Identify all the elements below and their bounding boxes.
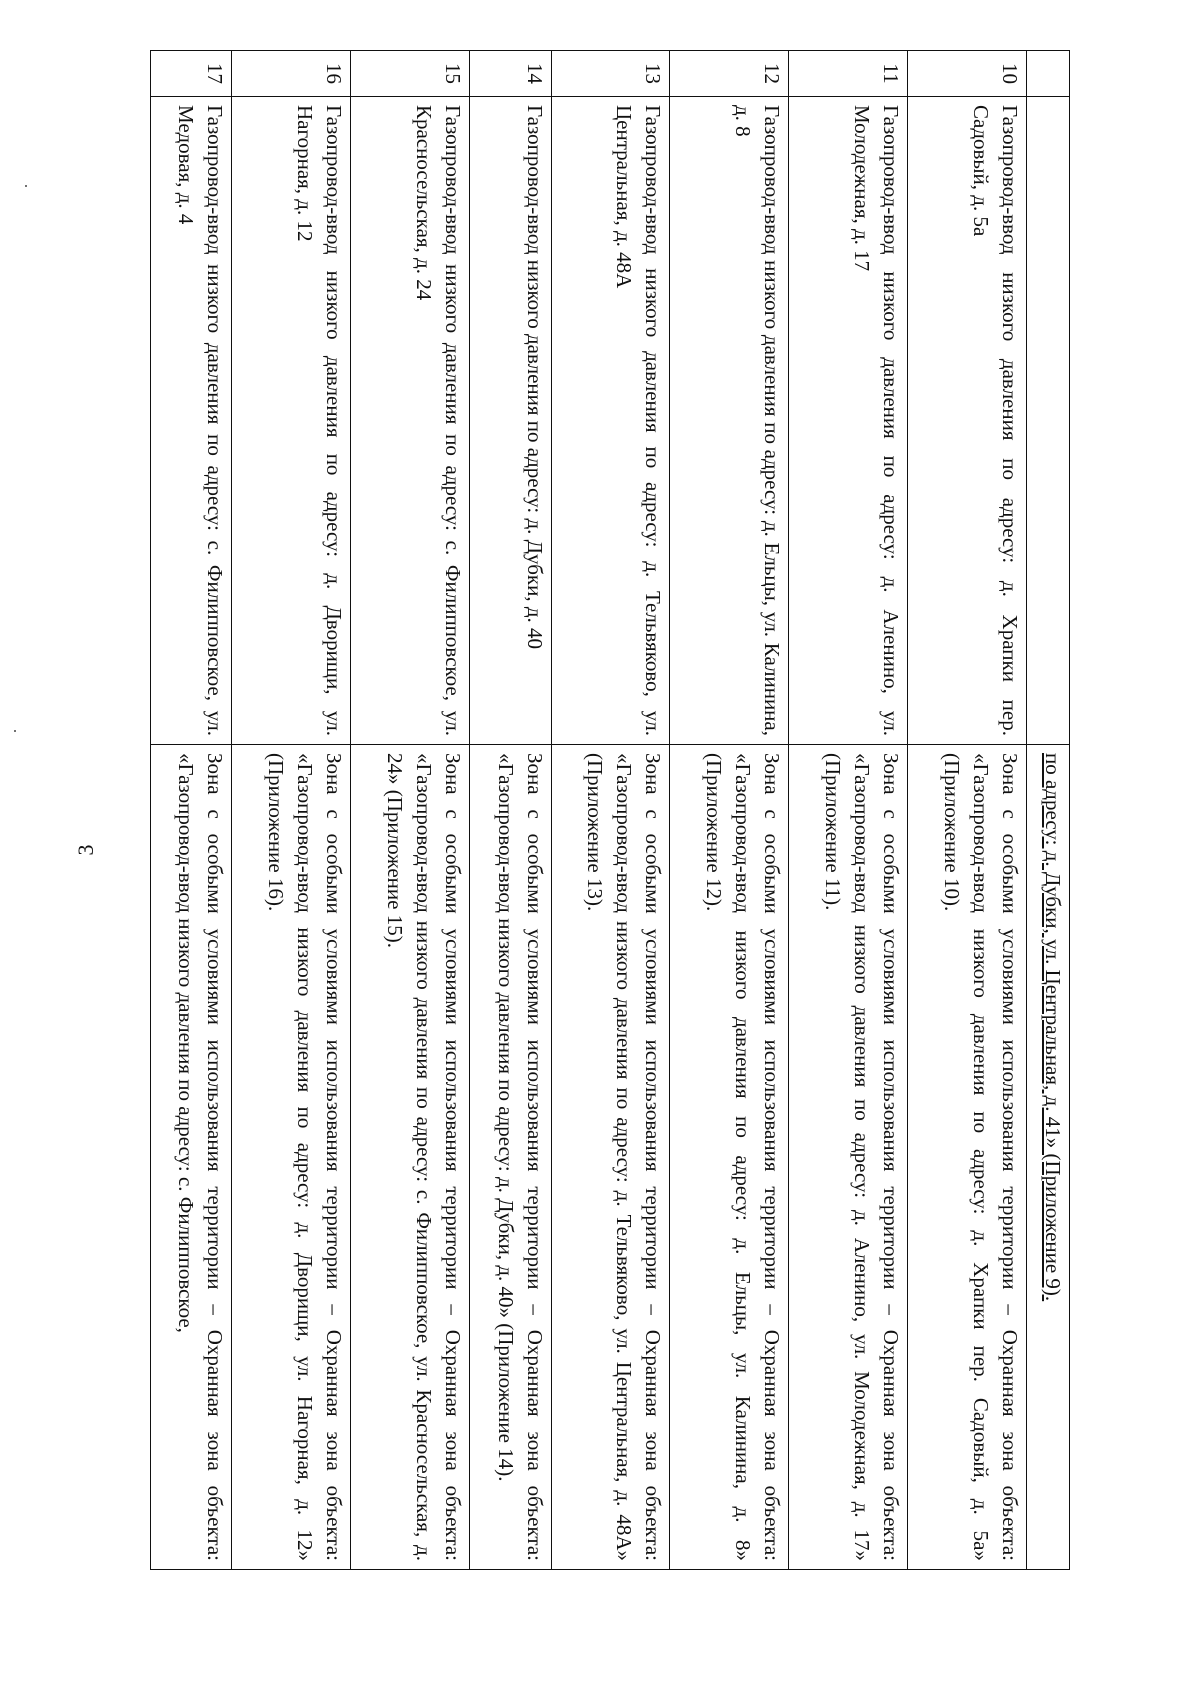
object-cell: Газопровод-ввод низкого давления по адресу: д. Дворищи, ул. Нагорная, д. 12: [232, 97, 351, 745]
zone-cell: Зона с особыми условиями использования территории – Охранная зона объекта: «Газопровод-ввод низкого давления по адресу: д. Дворищи, ул. Нагорная, д. 12» (Приложение 16).: [232, 745, 351, 1570]
row-number-cell: 12: [670, 51, 789, 97]
object-cell: Газопровод-ввод низкого давления по адресу: д. Дубки, д. 40: [470, 97, 551, 745]
zone-cell: Зона с особыми условиями использования территории – Охранная зона объекта: «Газопровод-ввод низкого давления по адресу: д. Дубки, д. 40» (Приложение 14).: [470, 745, 551, 1570]
zones-table: [150, 50, 1070, 1570]
zone-cell: [1027, 745, 1070, 1570]
row-number-cell: 13: [551, 51, 670, 97]
object-cell: Газопровод-ввод низкого давления по адресу: д. Тельвяково, ул. Центральная, д. 48А: [551, 97, 670, 745]
scan-speck: [14, 730, 16, 732]
zone-cell: Зона с особыми условиями использования территории – Охранная зона объекта: «Газопровод-ввод низкого давления по адресу: д. Аленино, ул. Молодежная, д. 17» (Приложение 11).: [789, 745, 908, 1570]
row-number-cell: 15: [351, 51, 470, 97]
row-number-cell: 16: [232, 51, 351, 97]
object-cell: Газопровод-ввод низкого давления по адресу: д. Аленино, ул. Молодежная, д. 17: [789, 97, 908, 745]
object-cell: Газопровод-ввод низкого давления по адресу: с. Филипповское, ул. Красносельская, д. 24: [351, 97, 470, 745]
scan-speck: [25, 185, 27, 187]
zone-cell: Зона с особыми условиями использования территории – Охранная зона объекта: «Газопровод-ввод низкого давления по адресу: д. Ельцы, ул. Калинина, д. 8» (Приложение 12).: [670, 745, 789, 1570]
table-row: [670, 51, 789, 1570]
table-row: [789, 51, 908, 1570]
table-row: [232, 51, 351, 1570]
table-row: [1027, 51, 1070, 1570]
zone-cell: Зона с особыми условиями использования территории – Охранная зона объекта: «Газопровод-ввод низкого давления по адресу: с. Филипповское,: [151, 745, 232, 1570]
table-row: [551, 51, 670, 1570]
row-number-cell: 17: [151, 51, 232, 97]
page-number: 3: [73, 844, 98, 856]
zone-cell: Зона с особыми условиями использования территории – Охранная зона объекта: «Газопровод-ввод низкого давления по адресу: д. Храпки пер. Садовый, д. 5а» (Приложение 10).: [908, 745, 1027, 1570]
table-row: [351, 51, 470, 1570]
row-number-cell: 10: [908, 51, 1027, 97]
object-cell: Газопровод-ввод низкого давления по адресу: д. Ельцы, ул. Калинина, д. 8: [670, 97, 789, 745]
object-cell: Газопровод-ввод низкого давления по адресу: д. Храпки пер. Садовый, д. 5а: [908, 97, 1027, 745]
rotated-table-frame: [150, 50, 1070, 1570]
object-cell: Газопровод-ввод низкого давления по адресу: с. Филипповское, ул. Медовая, д. 4: [151, 97, 232, 745]
table-row: [470, 51, 551, 1570]
object-cell: [1027, 97, 1070, 745]
row-number-cell: 11: [789, 51, 908, 97]
continuation-text: по адресу: д. Дубки, ул. Центральная, д. 41» (Приложение 9).: [1041, 753, 1065, 1302]
table-row: [151, 51, 232, 1570]
zone-cell: Зона с особыми условиями использования территории – Охранная зона объекта: «Газопровод-ввод низкого давления по адресу: с. Филипповское, ул. Красносельская, д. 24» (Приложение 15).: [351, 745, 470, 1570]
row-number-cell: 14: [470, 51, 551, 97]
row-number-cell: [1027, 51, 1070, 97]
table-row: [908, 51, 1027, 1570]
zone-cell: Зона с особыми условиями использования территории – Охранная зона объекта: «Газопровод-ввод низкого давления по адресу: д. Тельвяково, ул. Центральная, д. 48А» (Приложение 13).: [551, 745, 670, 1570]
